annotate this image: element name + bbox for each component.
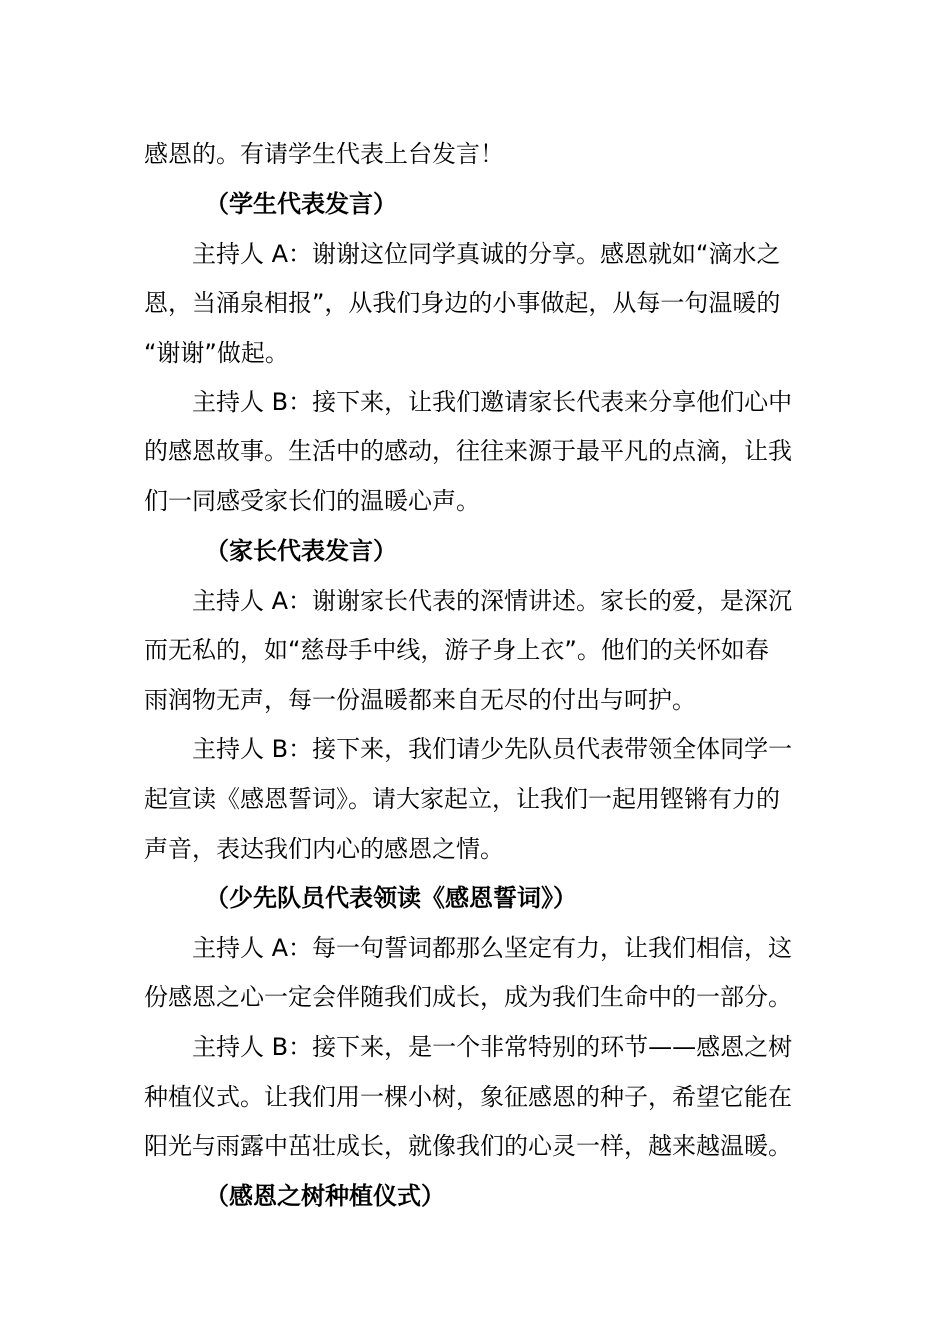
- text-line: 主持人 B：接下来，我们请少先队员代表带领全体同学一: [192, 735, 793, 763]
- text-line: 主持人 A：每一句誓词都那么坚定有力，让我们相信，这: [192, 934, 793, 962]
- text-line: 的感恩故事。生活中的感动，往往来源于最平凡的点滴，让我: [144, 437, 792, 465]
- stage-direction: （学生代表发言）: [205, 190, 397, 218]
- text-line: 们一同感受家长们的温暖心声。: [144, 487, 480, 515]
- text-line: 主持人 A：谢谢这位同学真诚的分享。感恩就如“滴水之: [192, 240, 781, 268]
- text-line: 感恩的。有请学生代表上台发言！: [144, 140, 504, 168]
- text-line: 雨润物无声，每一份温暖都来自无尽的付出与呵护。: [144, 686, 696, 714]
- stage-direction: （少先队员代表领读《感恩誓词》）: [205, 884, 577, 912]
- stage-direction: （感恩之树种植仪式）: [205, 1182, 445, 1210]
- text-line: 阳光与雨露中茁壮成长，就像我们的心灵一样，越来越温暖。: [144, 1132, 792, 1160]
- text-line: “谢谢”做起。: [144, 339, 289, 367]
- text-line: 声音，表达我们内心的感恩之情。: [144, 835, 504, 863]
- stage-direction: （家长代表发言）: [205, 537, 397, 565]
- text-line: 主持人 A：谢谢家长代表的深情讲述。家长的爱，是深沉: [192, 587, 793, 615]
- text-line: 种植仪式。让我们用一棵小树，象征感恩的种子，希望它能在: [144, 1083, 792, 1111]
- text-line: 主持人 B：接下来，让我们邀请家长代表来分享他们心中: [192, 388, 793, 416]
- text-line: 而无私的，如“慈母手中线，游子身上衣”。他们的关怀如春: [144, 636, 769, 664]
- text-line: 主持人 B：接下来，是一个非常特别的环节——感恩之树: [192, 1033, 793, 1061]
- text-line: 恩，当涌泉相报”，从我们身边的小事做起，从每一句温暖的: [144, 289, 781, 317]
- text-line: 份感恩之心一定会伴随我们成长，成为我们生命中的一部分。: [144, 983, 792, 1011]
- text-line: 起宣读《感恩誓词》。请大家起立，让我们一起用铿锵有力的: [144, 785, 780, 813]
